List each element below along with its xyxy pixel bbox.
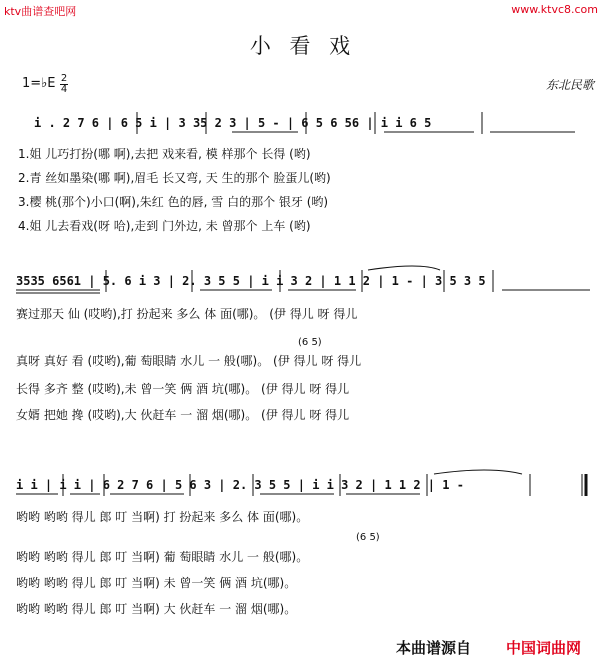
system-3-aside: (6 5) (356, 532, 380, 543)
system-1-verse-3: 3.樱 桃(那个)小口(啊),朱红 色的唇, 雪 白的那个 银牙 (哟) (18, 195, 329, 209)
song-title: 小 看 戏 (249, 34, 357, 58)
watermark-right: www.ktvc8.com (511, 3, 598, 16)
time-signature-denominator: 4 (60, 84, 68, 95)
key-signature: 1=♭E (22, 76, 56, 91)
system-2-notes: 3535 6561 | 5. 6 i 3 | 2. 3 5 5 | i i 3 2 | 1 1 2 | 1 - | 3 5 3 5 (16, 274, 486, 288)
watermark-left: ktv曲谱查吧网 (4, 5, 77, 18)
song-source: 东北民歌 (545, 78, 594, 92)
system-1-verse-1: 1.姐 儿巧打扮(哪 啊),去把 戏来看, 模 样那个 长得 (哟) (18, 147, 311, 161)
time-signature-numerator: 2 (60, 73, 68, 84)
footer-source-label: 本曲谱源自 (396, 639, 472, 657)
system-2-verse-4: 女婿 把她 搀 (哎哟),大 伙赶车 一 溜 烟(哪)。 (伊 得儿 呀 得儿 (16, 408, 350, 422)
system-1-notes: i . 2 7 6 | 6 5 i | 3 35 2 3 | 5 - | 6 5 6 56 | i i 6 5 (34, 116, 432, 130)
system-2-verse-3: 长得 多齐 整 (哎哟),未 曾一笑 俩 酒 坑(哪)。 (伊 得儿 呀 得儿 (16, 382, 350, 396)
system-1-verse-4: 4.姐 儿去看戏(呀 哈),走到 门外边, 未 曾那个 上车 (哟) (18, 219, 311, 233)
system-3-verse-3: 哟哟 哟哟 得儿 郎 叮 当啊) 未 曾一笑 俩 酒 坑(哪)。 (16, 576, 297, 590)
system-3-notes: i i | i i | 6 2 7 6 | 5 6 3 | 2. 3 5 5 | i i 3 2 | 1 1 2 | 1 - (16, 478, 464, 492)
system-3-verse-2: 哟哟 哟哟 得儿 郎 叮 当啊) 葡 萄眼睛 水儿 一 般(哪)。 (16, 550, 309, 564)
system-2-verse-2: 真呀 真好 看 (哎哟),葡 萄眼睛 水儿 一 般(哪)。 (伊 得儿 呀 得儿 (16, 354, 362, 368)
system-2-verse-1: 赛过那天 仙 (哎哟),打 扮起来 多么 体 面(哪)。 (伊 得儿 呀 得儿 (16, 307, 358, 321)
system-2-aside: (6 5) (298, 337, 322, 348)
system-3-verse-4: 哟哟 哟哟 得儿 郎 叮 当啊) 大 伙赶车 一 溜 烟(哪)。 (16, 602, 297, 616)
footer-site-name: 中国词曲网 (506, 639, 582, 657)
system-1-verse-2: 2.青 丝如墨染(哪 啊),眉毛 长又弯, 天 生的那个 脸蛋儿(哟) (18, 171, 331, 185)
system-3-verse-1: 哟哟 哟哟 得儿 郎 叮 当啊) 打 扮起来 多么 体 面(哪)。 (16, 510, 309, 524)
